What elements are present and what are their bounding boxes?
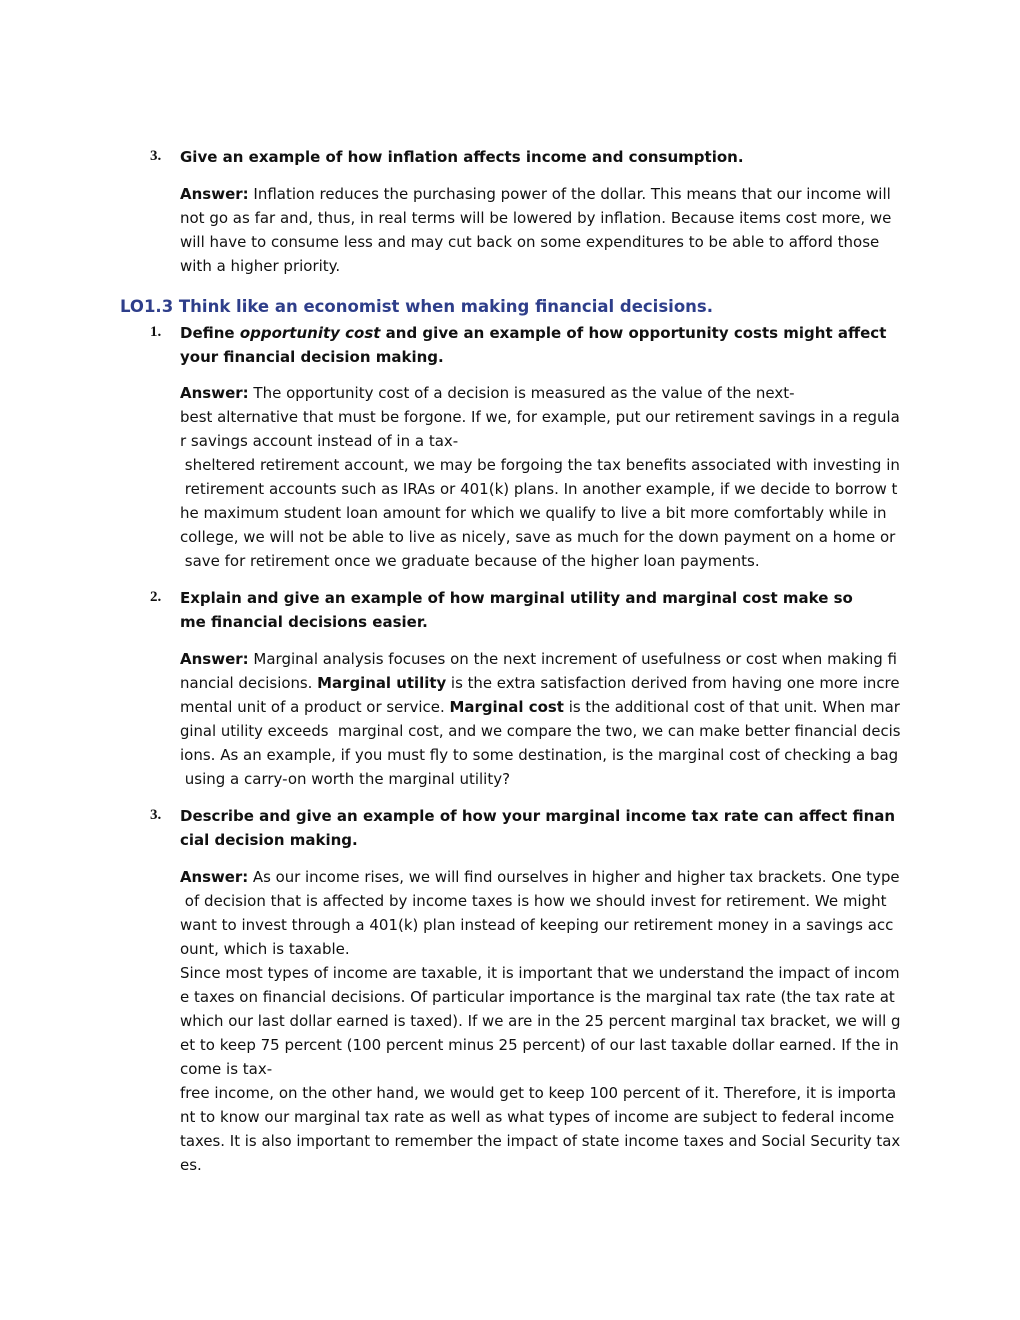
question-number: 1.: [150, 324, 162, 340]
question-number: 3.: [150, 807, 162, 823]
answer-line: es.: [180, 1156, 202, 1174]
question-number: 3.: [150, 148, 162, 164]
answer-label: Answer:: [180, 384, 249, 402]
answer-line: free income, on the other hand, we would get to keep 100 percent of it. Therefore, it is importa: [180, 1084, 897, 1102]
answer-line: using a carry-on worth the marginal utility?: [180, 770, 511, 788]
answer-line: et to keep 75 percent (100 percent minus 25 percent) of our last taxable dollar earned. If the in: [180, 1036, 899, 1054]
answer-line: nt to know our marginal tax rate as well as what types of income are subject to federal income: [180, 1108, 895, 1126]
question-text: your financial decision making.: [180, 348, 444, 366]
answer-line: want to invest through a 401(k) plan instead of keeping our retirement money in a savings acc: [180, 916, 894, 934]
answer-line: which our last dollar earned is taxed). If we are in the 25 percent marginal tax bracket, we will g: [180, 1012, 901, 1030]
answer-line: best alternative that must be forgone. If we, for example, put our retirement savings in a regula: [180, 408, 900, 426]
emphasized-term: opportunity cost: [239, 324, 381, 342]
answer-line: with a higher priority.: [180, 257, 341, 275]
answer-line: not go as far and, thus, in real terms will be lowered by inflation. Because items cost more, we: [180, 209, 892, 227]
key-term: Marginal utility: [317, 674, 447, 692]
answer-line: mental unit of a product or service. Marginal cost is the additional cost of that unit. When mar: [180, 698, 900, 716]
section-heading: LO1.3 Think like an economist when making financial decisions.: [120, 297, 713, 316]
answer-line: Answer: The opportunity cost of a decision is measured as the value of the next-: [180, 384, 795, 402]
answer-label: Answer:: [180, 868, 249, 886]
answer-line: of decision that is affected by income taxes is how we should invest for retirement. We might: [180, 892, 887, 910]
question-text: Explain and give an example of how marginal utility and marginal cost make so: [180, 589, 853, 607]
answer-line: ions. As an example, if you must fly to some destination, is the marginal cost of checking a bag: [180, 746, 899, 764]
answer-line: e taxes on financial decisions. Of particular importance is the marginal tax rate (the tax rate at: [180, 988, 895, 1006]
answer-line: ount, which is taxable.: [180, 940, 350, 958]
question-text: Give an example of how inflation affects income and consumption.: [180, 148, 744, 166]
answer-line: Answer: Marginal analysis focuses on the next increment of usefulness or cost when making fi: [180, 650, 897, 668]
key-term: Marginal cost: [449, 698, 564, 716]
answer-label: Answer:: [180, 185, 249, 203]
question-text: me financial decisions easier.: [180, 613, 428, 631]
answer-line: he maximum student loan amount for which we qualify to live a bit more comfortably while in: [180, 504, 887, 522]
answer-line: taxes. It is also important to remember the impact of state income taxes and Social Security tax: [180, 1132, 901, 1150]
answer-line: college, we will not be able to live as nicely, save as much for the down payment on a home or: [180, 528, 896, 546]
answer-line: ginal utility exceeds marginal cost, and we compare the two, we can make better financial decis: [180, 722, 901, 740]
answer-line: retirement accounts such as IRAs or 401(k) plans. In another example, if we decide to borrow t: [180, 480, 898, 498]
answer-line: nancial decisions. Marginal utility is the extra satisfaction derived from having one more incre: [180, 674, 900, 692]
answer-line: will have to consume less and may cut back on some expenditures to be able to afford those: [180, 233, 880, 251]
question-text: cial decision making.: [180, 831, 358, 849]
question-text: Describe and give an example of how your marginal income tax rate can affect finan: [180, 807, 896, 825]
answer-line: save for retirement once we graduate because of the higher loan payments.: [180, 552, 760, 570]
answer-line: r savings account instead of in a tax-: [180, 432, 459, 450]
answer-line: come is tax-: [180, 1060, 273, 1078]
question-number: 2.: [150, 589, 162, 605]
answer-line: Answer: Inflation reduces the purchasing power of the dollar. This means that our income will: [180, 185, 891, 203]
answer-line: Answer: As our income rises, we will find ourselves in higher and higher tax brackets. One type: [180, 868, 900, 886]
answer-label: Answer:: [180, 650, 249, 668]
question-text: Define opportunity cost and give an example of how opportunity costs might affect: [180, 324, 887, 342]
answer-line: Since most types of income are taxable, it is important that we understand the impact of incom: [180, 964, 900, 982]
answer-line: sheltered retirement account, we may be forgoing the tax benefits associated with investing in: [180, 456, 900, 474]
